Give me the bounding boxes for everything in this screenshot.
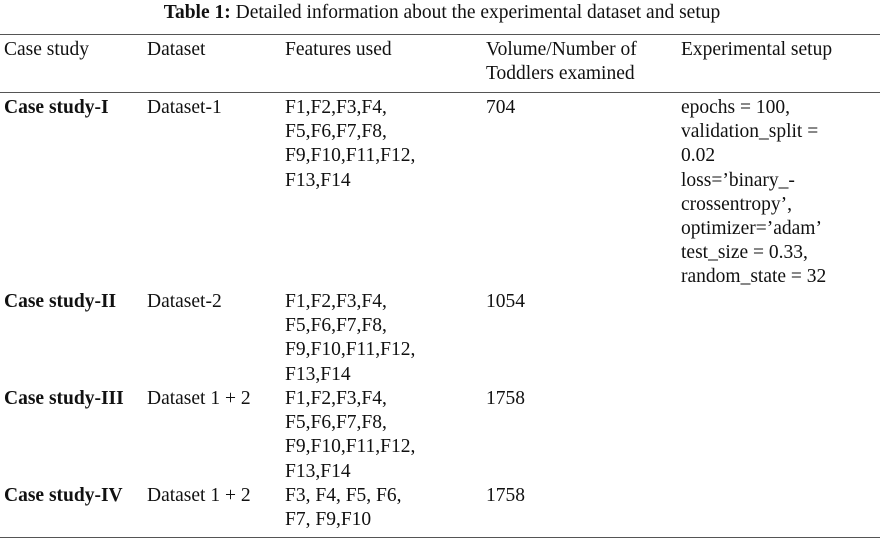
row-4-case: Case study-IV (4, 485, 123, 506)
table-caption-text: Detailed information about the experimental dataset and setup (235, 2, 721, 23)
row-2-volume: 1054 (486, 291, 525, 312)
row-3-dataset: Dataset 1 + 2 (147, 388, 251, 409)
row-4-features: F3, F4, F5, F6, F7, F9,F10 (285, 485, 402, 531)
header-case-study: Case study (4, 39, 90, 60)
header-experimental-setup: Experimental setup (681, 39, 833, 60)
header-features-used: Features used (285, 39, 392, 60)
top-rule (0, 34, 880, 35)
row-3-case: Case study-III (4, 388, 124, 409)
row-3-features: F1,F2,F3,F4, F5,F6,F7,F8, F9,F10,F11,F12, F13,F14 (285, 388, 416, 482)
row-3-volume: 1758 (486, 388, 525, 409)
row-4-volume: 1758 (486, 485, 525, 506)
row-1-features: F1,F2,F3,F4, F5,F6,F7,F8, F9,F10,F11,F12, F13,F14 (285, 97, 416, 191)
row-2-features: F1,F2,F3,F4, F5,F6,F7,F8, F9,F10,F11,F12, F13,F14 (285, 291, 416, 385)
row-2-case: Case study-II (4, 291, 117, 312)
bottom-rule (0, 537, 880, 538)
header-rule (0, 92, 880, 93)
row-1-dataset: Dataset-1 (147, 97, 222, 118)
row-1-setup: epochs = 100, validation_split = 0.02 loss=’binary_- crossentropy’, optimizer=’adam’ test_size = 0.33, random_state = 32 (681, 97, 827, 288)
row-2-dataset: Dataset-2 (147, 291, 222, 312)
header-volume: Volume/Number of Toddlers examined (486, 39, 637, 85)
table-caption-label: Table 1: (163, 2, 231, 23)
row-1-volume: 704 (486, 97, 516, 118)
row-4-dataset: Dataset 1 + 2 (147, 485, 251, 506)
row-1-case: Case study-I (4, 97, 109, 118)
header-dataset: Dataset (147, 39, 206, 60)
table-caption (0, 0, 884, 26)
